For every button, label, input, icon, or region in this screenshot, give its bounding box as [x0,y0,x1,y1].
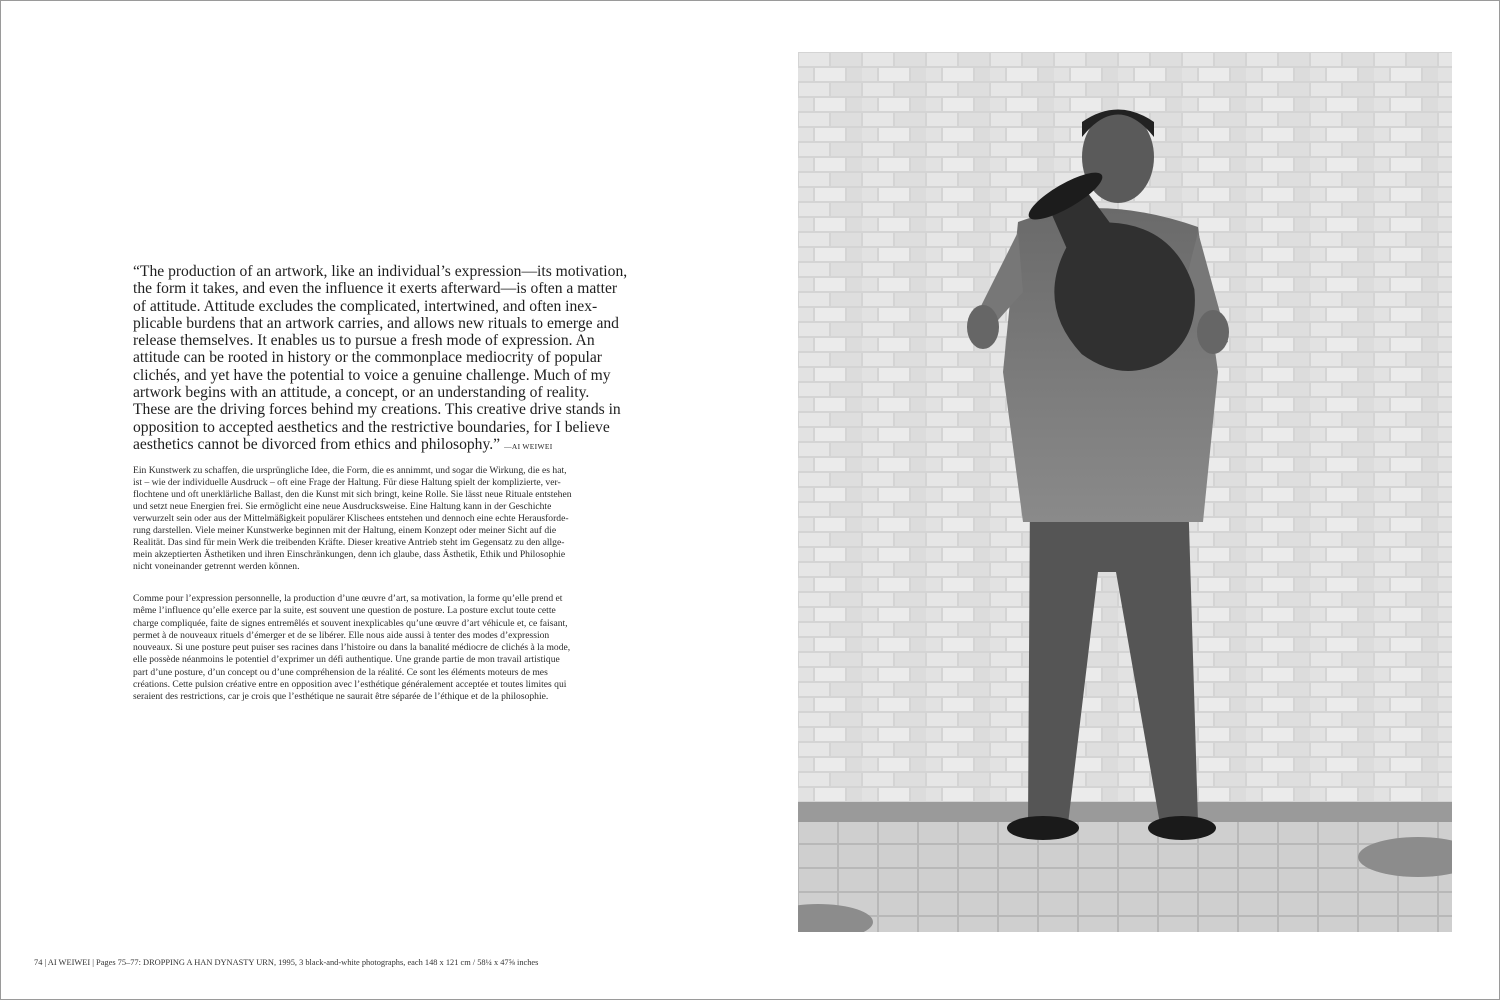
text-line: flochtene und oft unerklärliche Ballast, den die Kunst mit sich bringt, keine Rolle. Sie lässt neue Rituale entstehen [133,489,572,500]
quote-line: release themselves. It enables us to pursue a fresh mode of expression. An [133,332,595,350]
quote-line: the form it takes, and even the influence it exerts afterward—is often a matter [133,280,618,298]
page-footer-caption: 74 | AI WEIWEI | Pages 75–77: DROPPING A HAN DYNASTY URN, 1995, 3 black-and-white photographs, each 148 x 121 cm / 58¼ x 47⅝ inches [34,958,539,967]
pull-quote [133,263,673,453]
text-line: rung darstellen. Viele meiner Kunstwerke beginnen mit der Haltung, einem Konzept oder meiner Sicht auf die [133,525,557,536]
text-line: ist – wie der individuelle Ausdruck – oft eine Frage der Haltung. Für diese Haltung spielt der komplizierte, ver- [133,477,561,488]
quote-line: opposition to accepted aesthetics and the restrictive boundaries, for I believe [133,418,610,436]
text-line: créations. Cette pulsion créative entre en opposition avec l’esthétique généralement acceptée et toutes limites qui [133,679,567,691]
text-line: elle possède néanmoins le potentiel d’exprimer un défi authentique. Une grande partie de mon travail artistique [133,654,560,666]
quote-line: of attitude. Attitude excludes the complicated, intertwined, and often inex- [133,297,598,315]
text-line: nouveaux. Si une posture peut puiser ses racines dans l’histoire ou dans la banalité médiocre de clichés à la mode, [133,642,571,654]
quote-line: artwork begins with an attitude, a concept, or an understanding of reality. [133,384,590,402]
quote-line: These are the driving forces behind my creations. This creative drive stands in [133,401,621,419]
text-line: part d’une posture, d’un concept ou d’une compréhension de la réalité. Ce sont les éléments moteurs de mes [133,666,548,678]
text-line: und setzt neue Energien frei. Sie ermöglicht eine neue Ausdrucksweise. Eine Haltung kann in der Geschichte [133,501,552,512]
text-line: permet à de nouveaux rituels d’émerger et de se libérer. Elle nous aide aussi à tenter des modes d’expression [133,629,550,641]
text-line: Ein Kunstwerk zu schaffen, die ursprüngliche Idee, die Form, die es annimmt, und sogar die Wirkung, die es hat, [133,465,567,476]
text-line: mein akzeptierten Ästhetiken und ihren Einschränkungen, denn ich glaube, dass Ästhetik, Ethik und Philosophie [133,549,566,560]
quote-line: “The production of an artwork, like an individual’s expression—its motivation, [133,263,628,280]
quote-line-text: aesthetics cannot be divorced from ethics and philosophy.” [133,435,501,453]
text-line: verwurzelt sein oder aus der Mittelmäßigkeit populärer Klischees entstehen und dennoch eine echte Herausforde- [133,513,569,524]
photograph-man-with-urn [798,52,1452,932]
text-line: Comme pour l’expression personnelle, la production d’une œuvre d’art, sa motivation, la forme qu’elle prend et [133,593,563,604]
text-line: même l’influence qu’elle exerce par la suite, est souvent une question de posture. La posture exclut toute cette [133,605,556,617]
quote-line: attitude can be rooted in history or the commonplace mediocrity of popular [133,349,602,367]
quote-line: clichés, and yet have the potential to voice a genuine challenge. Much of my [133,366,611,384]
text-line: nicht voneinander getrennt werden können. [133,561,300,572]
text-line: Realität. Das sind für mein Werk die treibenden Kräfte. Dieser kreative Antrieb steht im Gegensatz zu den allge- [133,537,565,548]
quote-attribution: —AI WEIWEI [504,441,553,451]
german-translation [133,465,673,573]
french-translation [133,593,673,704]
text-line: charge compliquée, faite de signes entremêlés et souvent inexplicables qu’une œuvre d’art véhicule et, ce faisant, [133,617,568,629]
quote-last-line [133,436,673,453]
text-line: seraient des restrictions, car je crois que l’esthétique ne saurait être séparée de l’éthique et de la philosophie. [133,691,549,703]
quote-line: plicable burdens that an artwork carries, and allows new rituals to emerge and [133,314,619,332]
